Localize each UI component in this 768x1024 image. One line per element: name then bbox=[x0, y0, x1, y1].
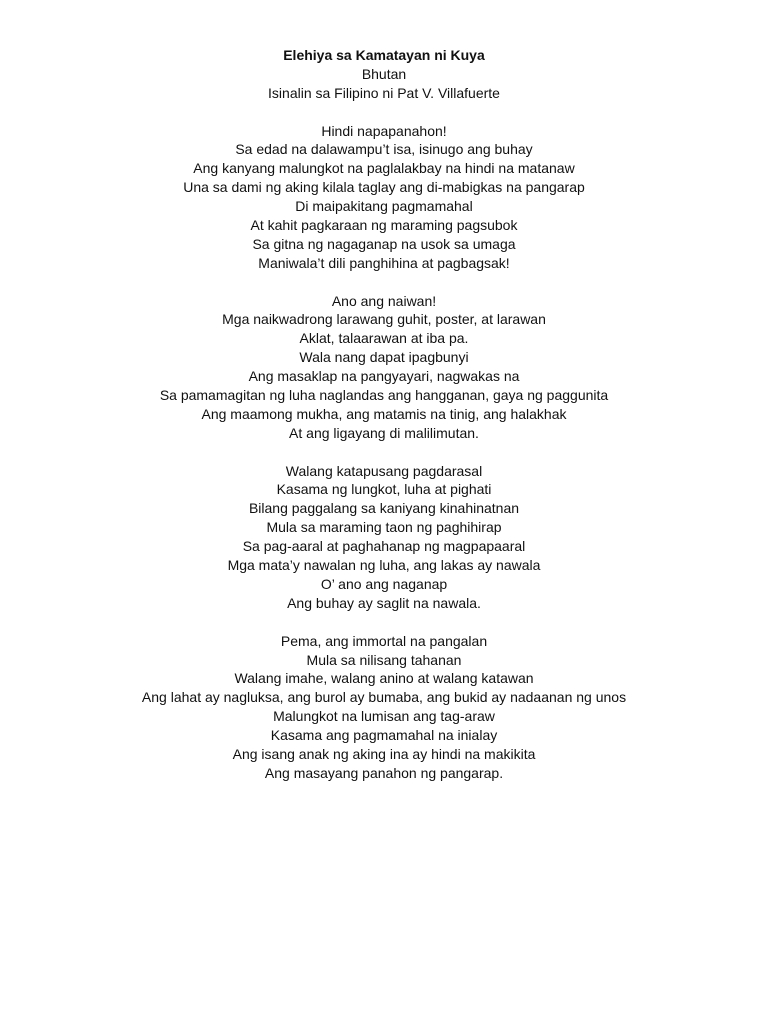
poem-line: Ang kanyang malungkot na paglalakbay na hindi na matanaw bbox=[193, 160, 575, 177]
poem-line: Kasama ng lungkot, luha at pighati bbox=[276, 481, 492, 498]
translator-credit: Isinalin sa Filipino ni Pat V. Villafuerte bbox=[268, 84, 500, 101]
poem-line: Ang masaklap na pangyayari, nagwakas na bbox=[248, 368, 520, 385]
poem-line: Bilang paggalang sa kaniyang kinahinatnan bbox=[248, 500, 520, 517]
poem-line: At ang ligayang di malilimutan. bbox=[289, 424, 479, 441]
poem-line: Walang imahe, walang anino at walang katawan bbox=[234, 670, 534, 687]
stanza-spacer bbox=[0, 273, 768, 292]
poem-line: O’ ano ang naganap bbox=[320, 575, 448, 592]
poem-line: Kasama ang pagmamahal na inialay bbox=[270, 727, 498, 744]
poem-line: Ang maamong mukha, ang matamis na tinig, ang halakhak bbox=[201, 405, 567, 422]
stanza-spacer bbox=[0, 103, 768, 122]
poem-line: Ang masayang panahon ng pangarap. bbox=[264, 764, 504, 781]
poem-header bbox=[0, 46, 768, 103]
poem-line: Una sa dami ng aking kilala taglay ang di-mabigkas na pangarap bbox=[183, 179, 585, 196]
poem-line: Mula sa maraming taon ng paghihirap bbox=[266, 519, 502, 536]
poem-line: Ano ang naiwan! bbox=[331, 292, 437, 309]
poem-origin: Bhutan bbox=[361, 65, 407, 82]
poem-line: Wala nang dapat ipagbunyi bbox=[299, 349, 469, 366]
stanza-3 bbox=[0, 462, 768, 613]
poem-line: Ang lahat ay nagluksa, ang burol ay bumaba, ang bukid ay nadaanan ng unos bbox=[141, 689, 627, 706]
poem-title: Elehiya sa Kamatayan ni Kuya bbox=[283, 47, 485, 63]
poem-line: Mula sa nilisang tahanan bbox=[306, 651, 462, 668]
poem-line: Walang katapusang pagdarasal bbox=[285, 462, 483, 479]
poem-line: Mga naikwadrong larawang guhit, poster, at larawan bbox=[222, 311, 546, 328]
poem-line: Sa pag-aaral at paghahanap ng magpapaaral bbox=[242, 538, 526, 555]
poem-line: Mga mata’y nawalan ng luha, ang lakas ay nawala bbox=[227, 557, 541, 574]
stanza-spacer bbox=[0, 443, 768, 462]
poem-line: Ang isang anak ng aking ina ay hindi na makikita bbox=[232, 745, 536, 762]
poem-line: Maniwala’t dili panghihina at pagbagsak! bbox=[258, 254, 510, 271]
stanza-spacer bbox=[0, 613, 768, 632]
poem-line: Pema, ang immortal na pangalan bbox=[280, 632, 488, 649]
poem-line: Ang buhay ay saglit na nawala. bbox=[287, 594, 481, 611]
poem-page bbox=[0, 46, 768, 783]
poem-line: Hindi napapanahon! bbox=[321, 122, 447, 139]
poem-line: Di maipakitang pagmamahal bbox=[295, 198, 473, 215]
poem-line: Aklat, talaarawan at iba pa. bbox=[299, 330, 469, 347]
poem-line: Malungkot na lumisan ang tag-araw bbox=[273, 708, 495, 725]
poem-line: Sa gitna ng nagaganap na usok sa umaga bbox=[252, 235, 516, 252]
stanza-2 bbox=[0, 292, 768, 443]
poem-line: Sa pamamagitan ng luha naglandas ang hangganan, gaya ng paggunita bbox=[159, 387, 609, 404]
poem-line: At kahit pagkaraan ng maraming pagsubok bbox=[250, 217, 518, 234]
stanza-4 bbox=[0, 632, 768, 783]
poem-line: Sa edad na dalawampu’t isa, isinugo ang buhay bbox=[235, 141, 533, 158]
stanza-1 bbox=[0, 122, 768, 273]
